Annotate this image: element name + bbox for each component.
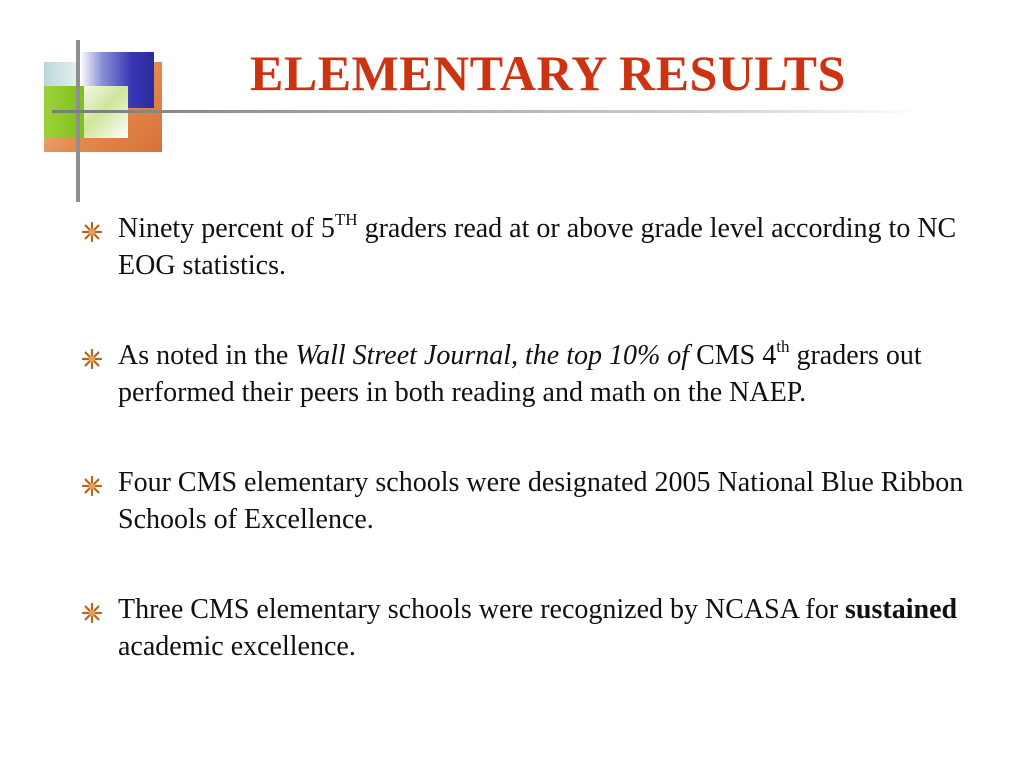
starburst-bullet-icon <box>82 222 102 242</box>
bullet-list <box>82 210 982 718</box>
bullet-item-blue-ribbon: Four CMS elementary schools were designated 2005 National Blue Ribbon Schools of Excellence. <box>82 464 982 538</box>
bullet-item-wsj-naep: As noted in the Wall Street Journal, the top 10% of CMS 4th graders out performed their peers in both reading and math on the NAEP. <box>82 337 982 411</box>
bullet-item-ncasa: Three CMS elementary schools were recognized by NCASA for sustained academic excellence. <box>82 591 982 665</box>
bullet-item-fifth-grade-reading: Ninety percent of 5TH graders read at or above grade level according to NC EOG statistics. <box>82 210 982 284</box>
slide-title: ELEMENTARY RESULTS <box>250 45 846 101</box>
starburst-bullet-icon <box>82 603 102 623</box>
corner-square-teal <box>44 62 80 86</box>
vertical-rule <box>76 40 80 202</box>
title-underline-rule <box>52 110 922 113</box>
starburst-bullet-icon <box>82 349 102 369</box>
starburst-bullet-icon <box>82 476 102 496</box>
